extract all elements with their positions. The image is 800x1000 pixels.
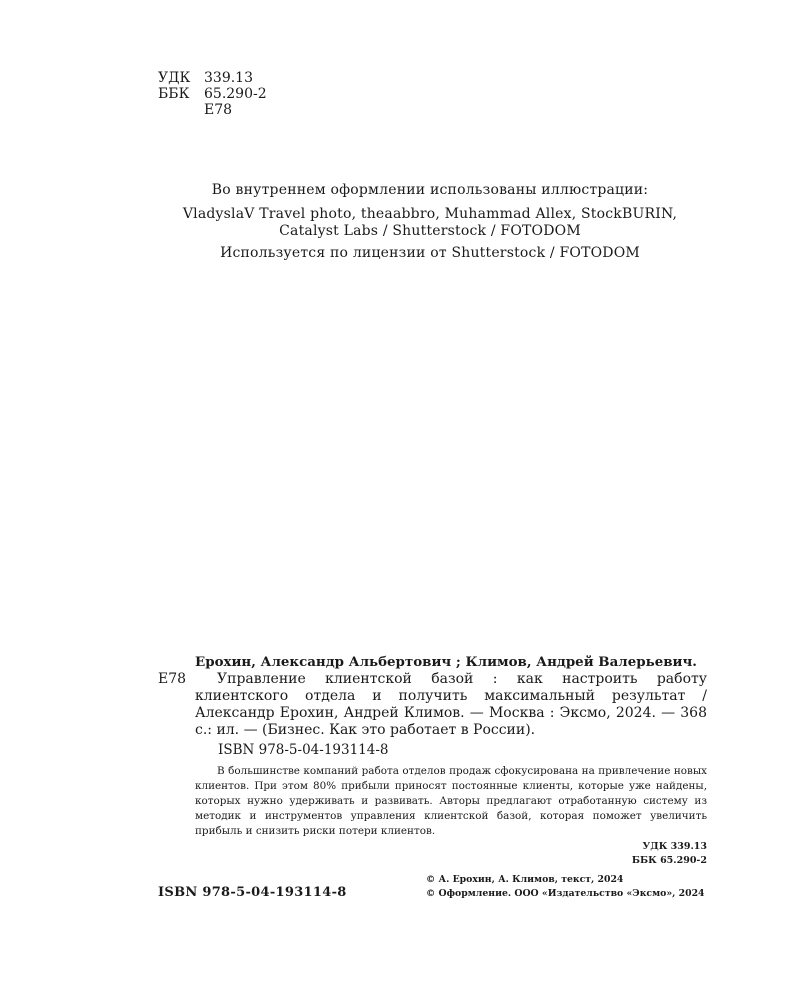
catalog-codes xyxy=(632,840,707,868)
illustrations-credits-line2: Catalyst Labs / Shutterstock / FOTODOM xyxy=(279,223,581,239)
copyright-design: © Оформление. ООО «Издательство «Эксмо», 2024 xyxy=(426,888,705,899)
catalog-bbk: ББК 65.290-2 xyxy=(631,855,707,866)
bbk-row xyxy=(158,86,267,102)
copyright-text: © А. Ерохин, А. Климов, текст, 2024 xyxy=(426,874,624,885)
author-mark-row xyxy=(158,102,267,118)
copyright-block xyxy=(426,873,705,901)
catalog-author-mark: Е78 xyxy=(158,671,187,687)
catalog-description xyxy=(195,671,707,739)
illustrations-license: Используется по лицензии от Shutterstock / FOTODOM xyxy=(220,245,640,261)
catalog-isbn: ISBN 978-5-04-193114-8 xyxy=(218,742,389,758)
catalog-annotation: В большинстве компаний работа отделов продаж сфокусирована на привлечение новых клиентов. При этом 80% прибыли приносят постоянные клиенты, которые уже найдены, которых нужно удерживать и развивать. Авторы предлагают отработанную систему из методик и инструментов управления клиентской базой, которая поможет увеличить прибыль и снизить риски потери клиентов. xyxy=(195,765,707,837)
udk-value: 339.13 xyxy=(204,70,253,86)
author-mark: Е78 xyxy=(204,102,233,118)
catalog-authors: Ерохин, Александр Альбертович ; Климов, Андрей Валерьевич. xyxy=(195,654,697,670)
illustrations-intro: Во внутреннем оформлении использованы иллюстрации: xyxy=(211,182,649,198)
udk-row xyxy=(158,70,267,86)
illustrations-credits-line1: VladyslaV Travel photo, theaabbro, Muhammad Allex, StockBURIN, xyxy=(182,206,678,222)
footer-isbn: ISBN 978-5-04-193114-8 xyxy=(158,885,347,900)
classification-codes xyxy=(158,70,267,118)
catalog-udk: УДК 339.13 xyxy=(642,841,707,852)
udk-label: УДК xyxy=(158,70,191,86)
catalog-description-text: Управление клиентской базой : как настроить работу клиентского отдела и получить максимальный результат / Александр Ерохин, Андрей Климов. — Москва : Эксмо, 2024. — 368 с.: ил. — (Бизнес. Как это работает в России). xyxy=(195,671,707,738)
bbk-label: ББК xyxy=(158,86,190,102)
bbk-value: 65.290-2 xyxy=(204,86,267,102)
